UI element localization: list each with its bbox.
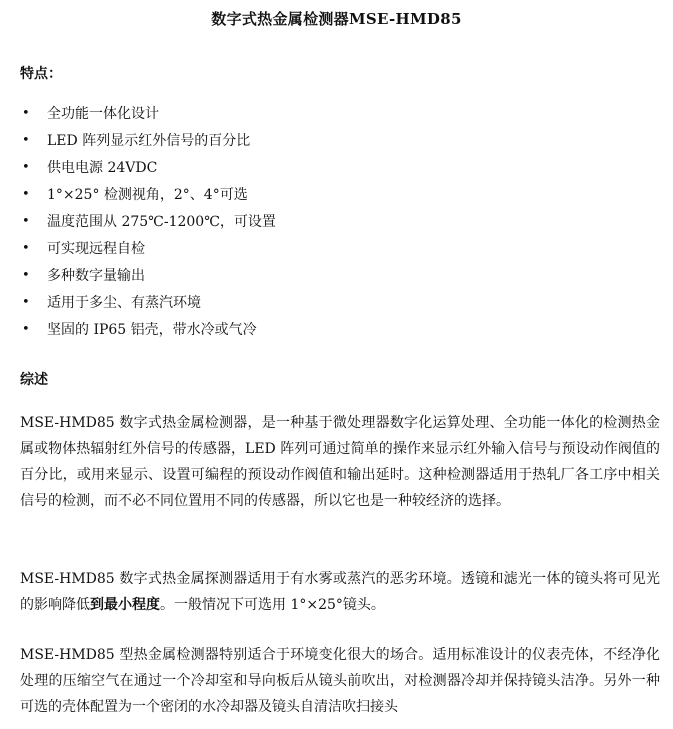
feature-text: 坚固的 IP65 铝壳，带水冷或气冷 bbox=[47, 322, 257, 338]
summary-paragraph-1: MSE-HMD85 数字式热金属检测器，是一种基于微处理器数字化运算处理、全功能一体化的检测热金属或物体热辐射红外信号的传感器，LED 阵列可通过简单的操作来显示红外输入信号与预设动作阀值的百分比，或用来显示、设置可编程的预设动作阀值和输出延时。这种检测器适用于热轧厂各工序中相关信号的检测，而不必不同位置用不同的传感器，所以它也是一种较经济的选择。 bbox=[20, 415, 660, 509]
feature-text: LED 阵列显示红外信号的百分比 bbox=[47, 133, 251, 149]
paragraph-2-text-after: 。一般情况下可选用 1°×25°镜头。 bbox=[160, 597, 385, 613]
bullet-icon: • bbox=[22, 214, 30, 229]
paragraph-2-text-before: MSE-HMD85 数字式热金属探测器适用于有水雾或蒸汽的恶劣环境。透镜和滤光一体的镜头将可见光的影响降低 bbox=[20, 571, 660, 613]
summary-heading: 综述 bbox=[20, 372, 48, 388]
feature-text: 温度范围从 275℃-1200℃，可设置 bbox=[47, 214, 276, 230]
feature-text: 全功能一体化设计 bbox=[47, 106, 159, 122]
paragraph-2-bold-text: 到最小程度 bbox=[90, 597, 160, 613]
bullet-icon: • bbox=[22, 133, 30, 148]
bullet-icon: • bbox=[22, 295, 30, 310]
feature-text: 适用于多尘、有蒸汽环境 bbox=[47, 295, 201, 311]
bullet-icon: • bbox=[22, 268, 30, 283]
feature-text: 可实现远程自检 bbox=[47, 241, 145, 257]
feature-text: 多种数字量输出 bbox=[47, 268, 145, 284]
bullet-icon: • bbox=[22, 106, 30, 121]
bullet-icon: • bbox=[22, 187, 30, 202]
feature-text: 供电电源 24VDC bbox=[47, 160, 158, 176]
bullet-icon: • bbox=[22, 160, 30, 175]
bullet-icon: • bbox=[22, 241, 30, 256]
features-heading: 特点： bbox=[20, 66, 62, 82]
summary-paragraph-2 bbox=[20, 566, 660, 618]
summary-paragraph-3: MSE-HMD85 型热金属检测器特别适合于环境变化很大的场合。适用标准设计的仪表壳体，不经净化处理的压缩空气在通过一个冷却室和导向板后从镜头前吹出，对检测器冷却并保持镜头洁净。另外一种可选的壳体配置为一个密闭的水冷却器及镜头自清洁吹扫接头 bbox=[20, 647, 660, 715]
feature-text: 1°×25° 检测视角，2°、4°可选 bbox=[47, 187, 248, 203]
bullet-icon: • bbox=[22, 322, 30, 337]
document-title: 数字式热金属检测器MSE-HMD85 bbox=[211, 10, 462, 28]
